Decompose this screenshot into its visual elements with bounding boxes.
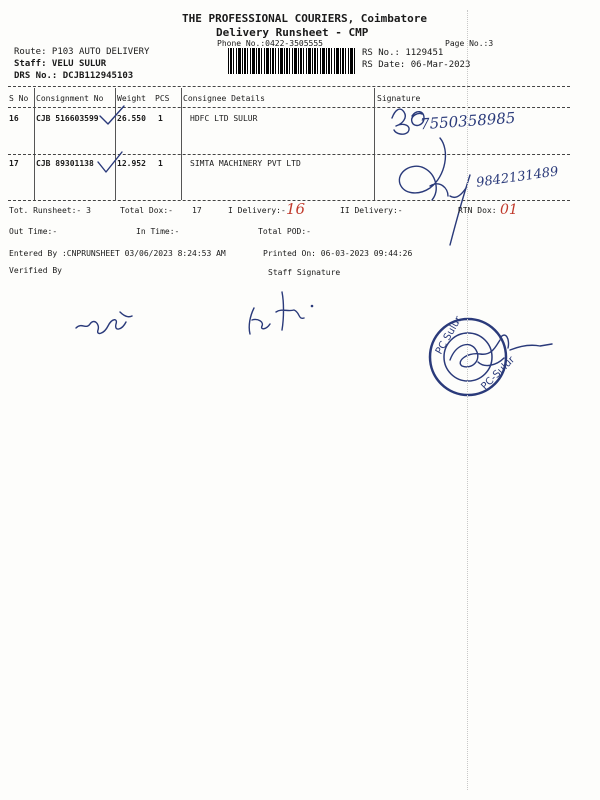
page-number: Page No.:3 <box>445 39 494 48</box>
rtn-dox-handwritten: 01 <box>500 202 518 218</box>
row-consignment: CJB 516603599 <box>36 114 99 123</box>
row-pcs: 1 <box>158 159 163 168</box>
rs-number: RS No.: 1129451 <box>362 48 444 58</box>
stamp-signature <box>450 340 504 367</box>
total-dox-label: Total Dox:- <box>120 206 173 215</box>
col-header-signature: Signature <box>377 94 421 103</box>
staff-signature <box>249 292 304 334</box>
row-weight: 26.550 <box>117 114 146 123</box>
signature-scribble <box>392 109 424 134</box>
entered-by: Entered By :CNPRUNSHEET 03/06/2023 8:24:53 AM <box>9 249 226 258</box>
handwritten-phone: 7550358985 <box>419 108 516 134</box>
staff-label: Staff: VELU SULUR <box>14 59 107 69</box>
signature-scribble <box>399 138 466 200</box>
scan-artifact-line <box>467 10 468 790</box>
rtn-dox-label: RTN Dox: <box>458 206 497 215</box>
stamp-signature-tail <box>500 335 552 350</box>
row-pcs: 1 <box>158 114 163 123</box>
document-title: Delivery Runsheet - CMP <box>216 26 369 39</box>
drs-number: DRS No.: DCJB112945103 <box>14 71 134 81</box>
row-sno: 16 <box>9 114 19 123</box>
col-header-weight: Weight <box>117 94 146 103</box>
col-header-sno: S No <box>9 94 29 103</box>
handwritten-phone: 9842131489 <box>475 164 560 191</box>
total-dox-value: 17 <box>192 206 202 215</box>
i-delivery-handwritten: 16 <box>286 200 306 218</box>
rs-date: RS Date: 06-Mar-2023 <box>362 60 471 70</box>
row-consignment: CJB 89301138 <box>36 159 94 168</box>
col-header-pcs: PCS <box>155 94 170 103</box>
in-time-label: In Time:- <box>136 227 180 236</box>
row-consignee: SIMTA MACHINERY PVT LTD <box>190 159 301 168</box>
stamp-text-top: PC Sulur <box>433 314 465 357</box>
col-header-consignee: Consignee Details <box>183 94 265 103</box>
total-pod-label: Total POD:- <box>258 227 311 236</box>
i-delivery-label: I Delivery:- <box>228 206 286 215</box>
printed-on: Printed On: 06-03-2023 09:44:26 <box>263 249 413 258</box>
row-weight: 12.952 <box>117 159 146 168</box>
staff-signature-label: Staff Signature <box>268 268 341 277</box>
phone-number: Phone No.:0422-3505555 <box>217 39 323 48</box>
tick-mark-icon <box>98 152 122 172</box>
ii-delivery-label: II Delivery:- <box>340 206 403 215</box>
row-consignee: HDFC LTD SULUR <box>190 114 258 123</box>
company-name: THE PROFESSIONAL COURIERS, Coimbatore <box>182 12 428 25</box>
row-sno: 17 <box>9 159 19 168</box>
stamp-text-bottom: PC-Sulur <box>479 354 518 393</box>
tick-mark-icon <box>100 106 124 124</box>
route-label: Route: P103 AUTO DELIVERY <box>14 47 150 57</box>
verified-by-label: Verified By <box>9 266 62 275</box>
verified-by-signature <box>76 312 132 333</box>
col-header-consignment: Consignment No <box>36 94 104 103</box>
total-runsheet: Tot. Runsheet:- 3 <box>9 206 91 215</box>
out-time-label: Out Time:- <box>9 227 58 236</box>
